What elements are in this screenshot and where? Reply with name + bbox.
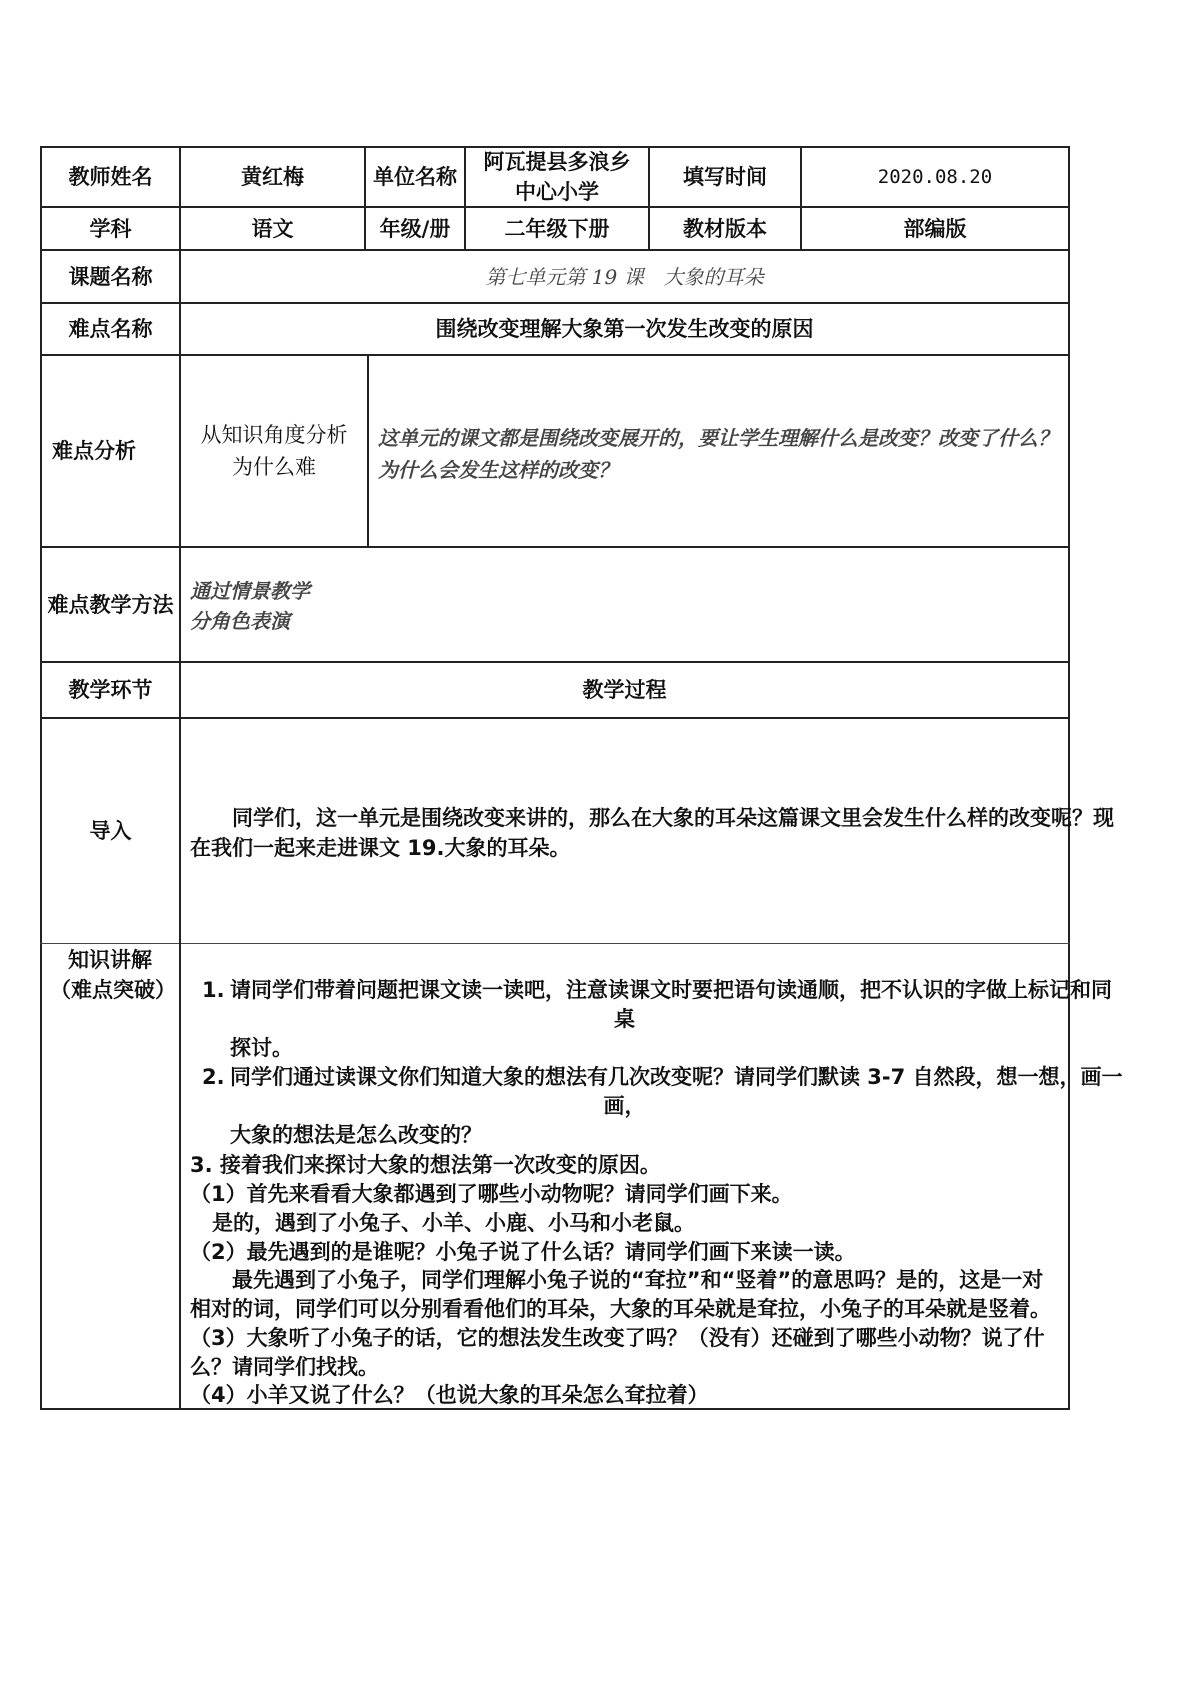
process-value: 教学过程 (582, 678, 667, 702)
difficulty-value: 围绕改变理解大象第一次发生改变的原因 (435, 317, 814, 341)
row-divider (40, 546, 1070, 548)
step-3-text: 3. 接着我们来探讨大象的想法第一次改变的原因。 (190, 1153, 661, 1177)
step-2-continuation: 大象的想法是怎么改变的？ (230, 1123, 482, 1147)
topic-label: 课题名称 (68, 264, 153, 289)
point-4: （4）小羊又说了什么？（也说大象的耳朵怎么耷拉着） (190, 1383, 709, 1407)
point-2: （2）最先遇到的是谁呢？小兔子说了什么话？请同学们画下来读一读。 (190, 1240, 856, 1264)
unit-name-value: 阿瓦提县多浪乡中心小学 (483, 150, 631, 204)
subject-value: 语文 (251, 216, 294, 241)
intro-line-1: 同学们，这一单元是围绕改变来讲的，那么在大象的耳朵这篇课文里会发生什么样的改变呢？现 (232, 806, 1114, 830)
method-line-1: 通过情景教学 (190, 579, 310, 603)
difficulty-label: 难点名称 (68, 317, 153, 341)
step-2-text: 同学们通过读课文你们知道大象的想法有几次改变呢？请同学们默读 3-7 自然段，想一想，画一 (230, 1065, 1123, 1089)
edition-value: 部编版 (903, 216, 967, 241)
row-divider (40, 717, 1070, 719)
step-1-wrap: 桌 (614, 1007, 635, 1031)
step-2-wrap: 画， (603, 1094, 646, 1118)
table-border-bottom (40, 1408, 1070, 1410)
teacher-name-label: 教师姓名 (68, 165, 153, 189)
analysis-value: 这单元的课文都是围绕改变展开的，要让学生理解什么是改变？改变了什么？为什么会发生这样的改变？ (378, 426, 1058, 482)
analysis-sub-label: 从知识角度分析为什么难 (200, 423, 348, 479)
step-1-number: 1. (202, 978, 225, 1002)
knowledge-label-1: 知识讲解 (68, 948, 152, 972)
fill-time-value: 2020.08.20 (877, 166, 993, 188)
edition-label: 教材版本 (683, 216, 767, 241)
step-1-continuation: 探讨。 (230, 1036, 293, 1060)
analysis-label: 难点分析 (52, 439, 136, 463)
unit-name-label: 单位名称 (373, 165, 457, 189)
grade-label: 年级/册 (379, 216, 451, 241)
col-divider (367, 354, 369, 547)
table-border-right (1068, 146, 1070, 1410)
teacher-name-value: 黄红梅 (241, 165, 304, 189)
knowledge-label-2: （难点突破） (50, 978, 176, 1002)
grade-value: 二年级下册 (504, 216, 610, 241)
step-1-text: 请同学们带着问题把课文读一读吧，注意读课文时要把语句读通顺，把不认识的字做上标记和同 (230, 978, 1112, 1002)
row-divider (40, 943, 1070, 944)
method-label: 难点教学方法 (47, 592, 174, 617)
point-3: （3）大象听了小兔子的话，它的想法发生改变了吗？（没有）还碰到了哪些小动物？说了什么？请同学们找找。 (190, 1326, 1045, 1379)
point-1-answer: 是的，遇到了小兔子、小羊、小鹿、小马和小老鼠。 (212, 1211, 695, 1235)
intro-line-2: 在我们一起来走进课文 19.大象的耳朵。 (190, 836, 571, 860)
method-line-2: 分角色表演 (190, 609, 290, 633)
point-2-answer: 最先遇到了小兔子，同学们理解小兔子说的“耷拉”和“竖着”的意思吗？是的，这是一对相对的词，同学们可以分别看看他们的耳朵，大象的耳朵就是耷拉，小兔子的耳朵就是竖着。 (190, 1268, 1051, 1321)
step-2-number: 2. (202, 1065, 225, 1089)
subject-label: 学科 (89, 216, 132, 241)
fill-time-label: 填写时间 (683, 165, 767, 189)
topic-value: 第七单元第 19 课 大象的耳朵 (485, 264, 764, 289)
intro-label: 导入 (89, 819, 132, 843)
process-label: 教学环节 (68, 678, 153, 702)
point-1: （1）首先来看看大象都遇到了哪些小动物呢？请同学们画下来。 (190, 1182, 793, 1206)
